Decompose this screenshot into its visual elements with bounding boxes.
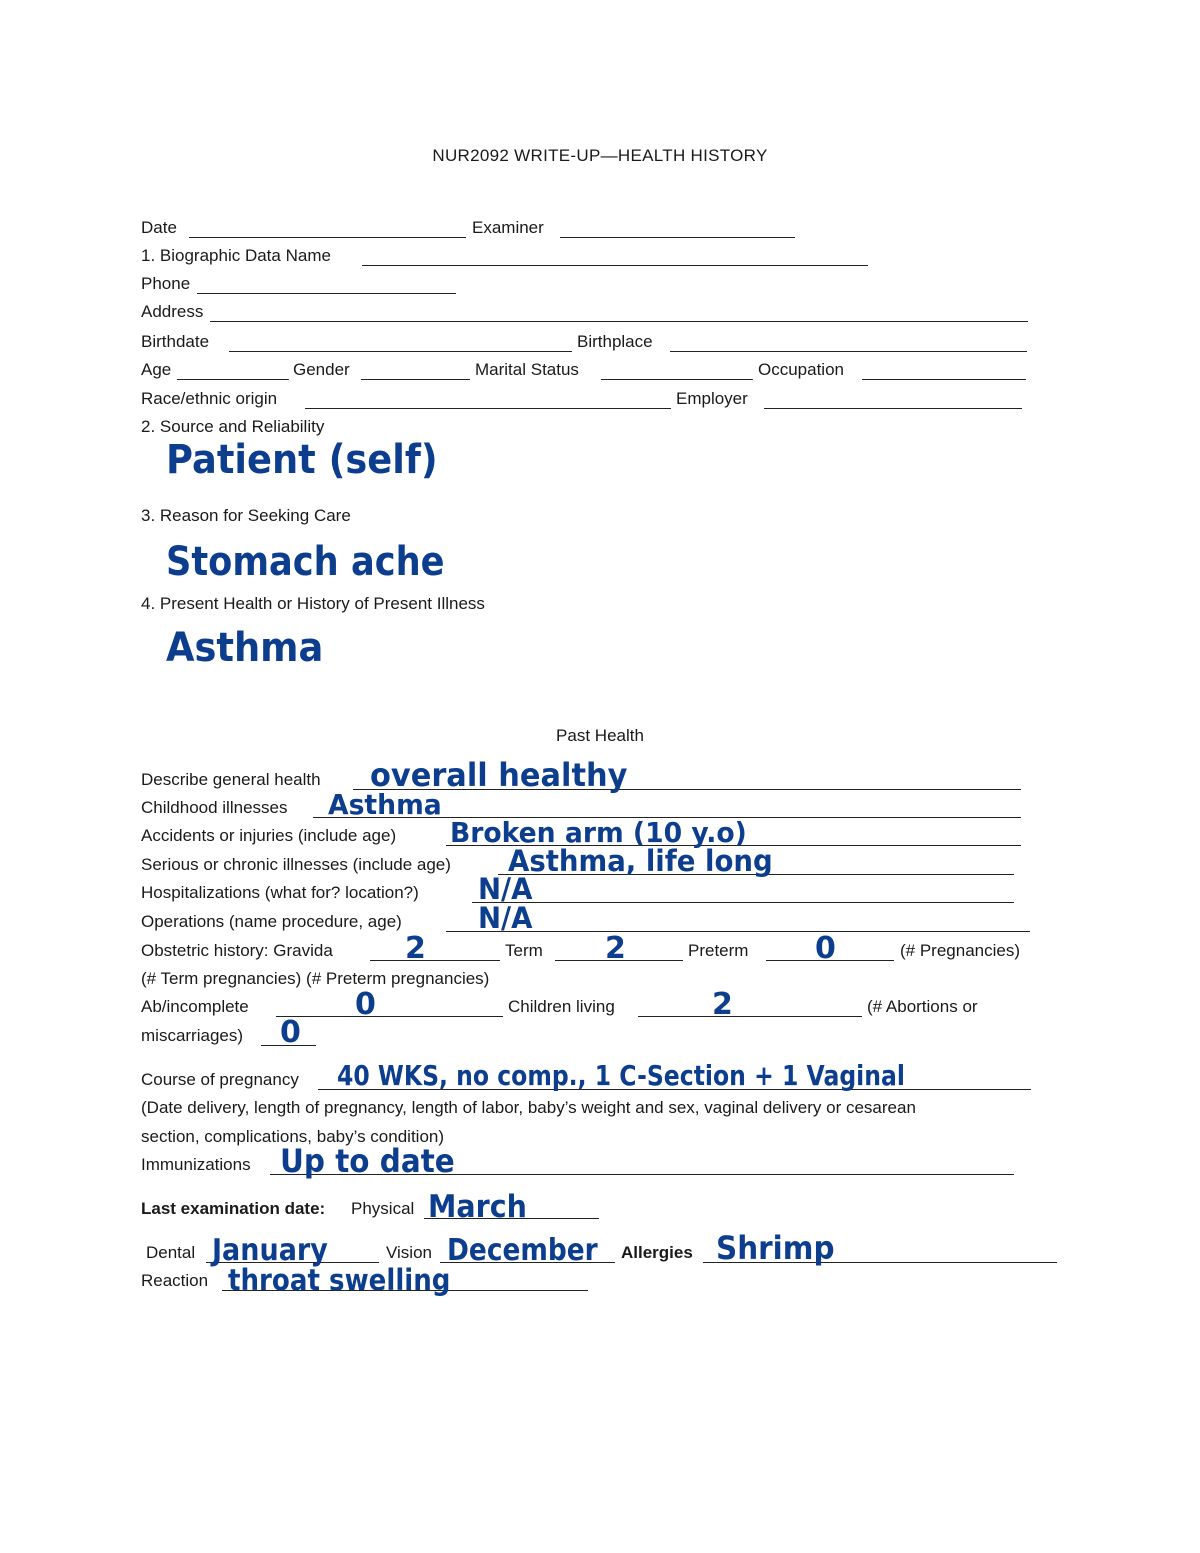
employer-field[interactable] [764,408,1022,409]
occupation-field[interactable] [862,379,1026,380]
pregnancies-note: (# Pregnancies) [900,941,1021,960]
name-field[interactable] [362,265,868,266]
examiner-label: Examiner [472,218,544,237]
address-label: Address [141,302,204,321]
reaction-answer: throat swelling [228,1263,451,1297]
immunizations-answer: Up to date [280,1142,455,1180]
term-note: (# Term pregnancies) (# Preterm pregnancies) [141,969,490,988]
allergies-answer: Shrimp [716,1229,835,1267]
marital-label: Marital Status [475,360,579,379]
reason-label: 3. Reason for Seeking Care [141,506,351,525]
immunizations-label: Immunizations [141,1155,251,1174]
course-note-2: section, complications, baby’s condition) [141,1127,445,1146]
source-label: 2. Source and Reliability [141,417,325,436]
miscarriages-answer: 0 [280,1015,301,1050]
address-field[interactable] [210,321,1028,322]
operations-answer: N/A [478,901,533,935]
preterm-label: Preterm [688,941,749,960]
children-living-label: Children living [508,997,615,1016]
date-label: Date [141,218,177,237]
general-health-answer: overall healthy [370,756,628,794]
children-living-answer: 2 [712,987,733,1022]
miscarriages-label: miscarriages) [141,1026,244,1045]
serious-answer: Asthma, life long [508,844,773,878]
birthdate-label: Birthdate [141,332,210,351]
marital-field[interactable] [601,379,753,380]
present-label: 4. Present Health or History of Present Illness [141,594,485,613]
birthplace-label: Birthplace [577,332,653,351]
preterm-answer: 0 [815,931,836,966]
gender-field[interactable] [361,379,470,380]
reaction-label: Reaction [141,1271,209,1290]
phone-label: Phone [141,274,191,293]
accidents-answer: Broken arm (10 y.o) [450,816,747,849]
course-answer: 40 WKS, no comp., 1 C-Section + 1 Vaginal [337,1059,905,1092]
age-label: Age [141,360,172,379]
hospitalizations-label: Hospitalizations (what for? location?) [141,883,419,902]
physical-label: Physical [351,1199,415,1218]
course-note-1: (Date delivery, length of pregnancy, length of labor, baby’s weight and sex, vaginal delivery or cesarean [141,1098,916,1117]
ab-incomplete-answer: 0 [355,987,376,1022]
allergies-label: Allergies [621,1243,693,1262]
reason-answer: Stomach ache [166,539,445,585]
past-health-heading: Past Health [556,726,644,745]
abortions-note: (# Abortions or [867,997,978,1016]
general-health-label: Describe general health [141,770,321,789]
gravida-answer: 2 [405,931,426,966]
operations-label: Operations (name procedure, age) [141,912,402,931]
dental-label: Dental [146,1243,196,1262]
term-answer: 2 [605,931,626,966]
page-title: NUR2092 WRITE-UP—HEALTH HISTORY [432,146,768,165]
birthdate-field[interactable] [229,351,572,352]
vision-label: Vision [386,1243,432,1262]
childhood-answer: Asthma [328,788,442,821]
race-field[interactable] [305,408,671,409]
physical-answer: March [428,1189,527,1225]
source-answer: Patient (self) [166,437,438,483]
birthplace-field[interactable] [670,351,1027,352]
date-field[interactable] [189,237,466,238]
last-exam-label: Last examination date: [141,1199,326,1218]
vision-answer: December [447,1233,598,1268]
ab-incomplete-field[interactable] [276,1016,503,1017]
occupation-label: Occupation [758,360,844,379]
ab-incomplete-label: Ab/incomplete [141,997,249,1016]
present-answer: Asthma [166,625,324,671]
age-field[interactable] [177,379,289,380]
race-label: Race/ethnic origin [141,389,278,408]
dental-answer: January [212,1233,328,1268]
children-living-field[interactable] [638,1016,862,1017]
phone-field[interactable] [197,293,456,294]
term-label: Term [505,941,543,960]
obstetric-label: Obstetric history: Gravida [141,941,333,960]
course-label: Course of pregnancy [141,1070,299,1089]
employer-label: Employer [676,389,748,408]
hospitalizations-field[interactable] [472,902,1014,903]
gender-label: Gender [293,360,350,379]
examiner-field[interactable] [560,237,795,238]
childhood-label: Childhood illnesses [141,798,288,817]
serious-label: Serious or chronic illnesses (include age) [141,855,451,874]
gravida-field[interactable] [370,960,500,961]
biographic-label: 1. Biographic Data Name [141,246,331,265]
accidents-label: Accidents or injuries (include age) [141,826,397,845]
hospitalizations-answer: N/A [478,872,533,906]
operations-field[interactable] [446,931,1030,932]
